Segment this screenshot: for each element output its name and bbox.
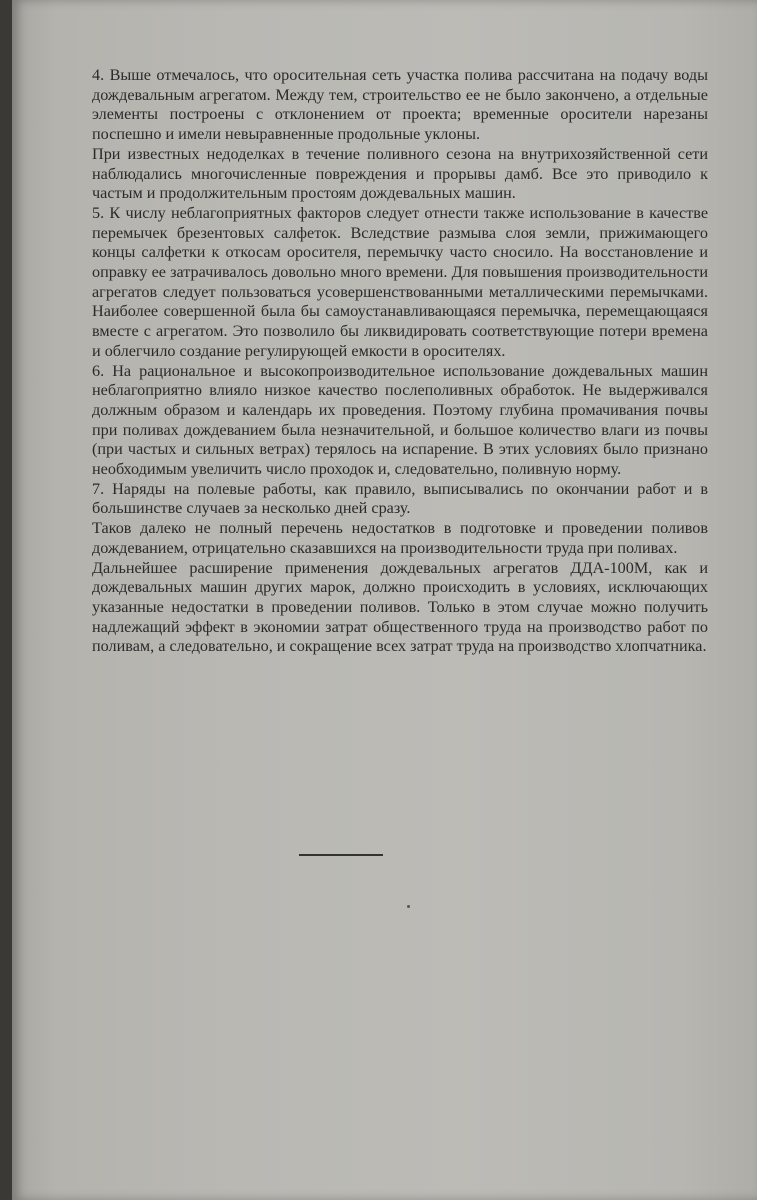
paragraph-defects: При известных недоделках в течение поливного сезона на внутрихозяйственной сети наблюдались многочисленные повреждения и прорывы дамб. Все это приводило к частым и продолжительным простоям дождевальных машин. (92, 144, 708, 203)
paper-speck (407, 905, 410, 908)
paragraph-7: 7. Наряды на полевые работы, как правило, выписывались по окончании работ и в большинстве случаев за несколько дней сразу. (92, 479, 708, 518)
paragraph-summary: Таков далеко не полный перечень недостатков в подготовке и проведении поливов дождеванием, отрицательно сказавшихся на производительности труда при поливах. (92, 519, 708, 557)
book-page (12, 0, 757, 1200)
paragraph-5: 5. К числу неблагоприятных факторов следует отнести также использование в качестве перемычек брезентовых салфеток. Вследствие размыва слоя земли, прижимающего концы салфетки к откосам оросителя, перемычку часто сносило. На восстановление и оправку ее затрачивалось довольно много времени. Для повышения производительности агрегатов следует пользоваться усовершенствованными металлическими перемычками. Наиболее совершенной была бы самоустанавливающаяся перемычка, перемещающаяся вместе с агрегатом. Это позволило бы ликвидировать соответствующие потери времена и облегчило создание регулирующей емкости в оросителях. (92, 203, 708, 360)
paragraph-conclusion: Дальнейшее расширение применения дождевальных агрегатов ДДА-100М, как и дождевальных машин других марок, должно происходить в условиях, исключающих указанные недостатки в проведении поливов. Только в этом случае можно получить надлежащий эффект в экономии затрат общественного труда на производство работ по поливам, а следовательно, и сокращение всех затрат труда на производство хлопчатника. (92, 558, 708, 656)
body-text (92, 66, 708, 657)
end-rule (299, 854, 383, 856)
paragraph-6: 6. На рациональное и высокопроизводительное использование дождевальных машин неблагоприятно влияло низкое качество послеполивных обработок. Не выдерживался должным образом и календарь их проведения. Поэтому глубина промачивания почвы при поливах дождеванием была незначительной, и большое количество влаги из почвы (при частых и сильных ветрах) терялось на испарение. В этих условиях было признано необходимым увеличить число проходок и, следовательно, поливную норму. (92, 361, 708, 479)
paragraph-4: 4. Выше отмечалось, что оросительная сеть участка полива рассчитана на подачу воды дождевальным агрегатом. Между тем, строительство ее не было закончено, а отдельные элементы построены с отклонением от проекта; временные оросители нарезаны поспешно и имели невыравненные продольные уклоны. (92, 66, 708, 144)
